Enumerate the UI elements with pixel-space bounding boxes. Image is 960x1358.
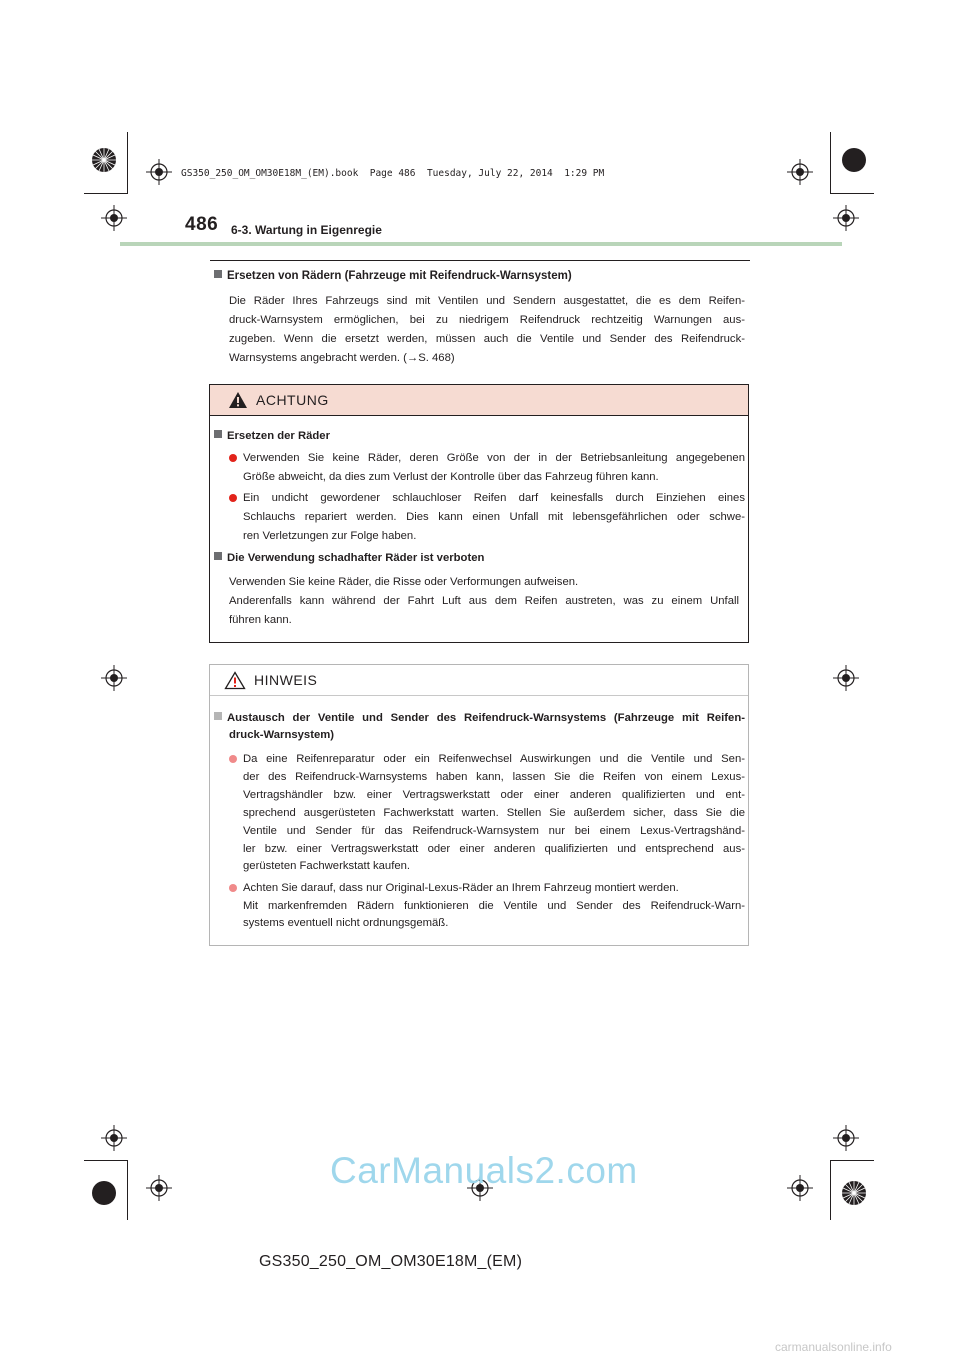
crosshair-icon (101, 205, 127, 231)
bullet-icon (229, 755, 237, 763)
warning-bullet-line: Ein undicht gewordener schlauchloser Reifen darf keinesfalls durch Einziehen eines (243, 492, 745, 504)
crosshair-icon (833, 665, 859, 691)
book-print-info: GS350_250_OM_OM30E18M_(EM).book Page 486 Tuesday, July 22, 2014 1:29 PM (181, 168, 605, 179)
notice-bullet-line: Vertragshändler bzw. einer Vertragswerkstatt oder einer anderen qualifizierten und ent- (243, 789, 745, 801)
content-top-rule (210, 260, 750, 261)
trim-line-bottom-left-h (84, 1160, 128, 1161)
notice-bullet-line: Mit markenfremden Rädern funktionieren die Ventile und Sender des Reifendruck-Warn- (243, 900, 745, 912)
trim-line-top-left-h (84, 193, 128, 194)
trim-line-top-right-v (830, 132, 831, 194)
trim-line-bottom-right-h (830, 1160, 874, 1161)
warning-box-header (210, 385, 748, 416)
trim-line-top-left-v (127, 132, 128, 194)
square-bullet-icon (214, 552, 222, 560)
square-bullet-icon (214, 712, 222, 720)
watermark-logo: CarManuals2.com (330, 1150, 638, 1191)
intro-line: Die Räder Ihres Fahrzeugs sind mit Ventilen und Sendern ausgestattet, die es dem Reifen- (229, 295, 745, 307)
notice-bullet-line: Achten Sie darauf, dass nur Original-Lexus-Räder an Ihrem Fahrzeug montiert werden. (243, 882, 679, 894)
warning-heading: Die Verwendung schadhafter Räder ist verboten (214, 549, 484, 568)
warning-triangle-solid-icon (228, 391, 248, 409)
notice-box-header (210, 665, 748, 696)
notice-heading: Austausch der Ventile und Sender des Reifendruck-Warnsystems (Fahrzeuge mit Reifen- (214, 709, 745, 728)
intro-line: Warnsystems angebracht werden. (→S. 468) (229, 352, 455, 364)
notice-bullet-line: ler bzw. einer Vertragswerkstatt oder einer anderen qualifizierten und entsprechend aus- (243, 843, 745, 855)
bullet-icon (229, 454, 237, 462)
warning-body-line: führen kann. (229, 614, 292, 626)
notice-bullet-line: der des Reifendruck-Warnsystems haben kann, lassen Sie die Reifen von einem Lexus- (243, 771, 745, 783)
notice-bullet-line: Da eine Reifenreparatur oder ein Reifenwechsel Auswirkungen und die Ventile und Sen- (243, 753, 745, 765)
notice-bullet-line: Ventile und Sender für das Reifendruck-Warnsystem nur bei einem Lexus-Vertragshänd- (243, 825, 745, 837)
trim-line-bottom-right-v (830, 1160, 831, 1220)
warning-bullet-line: Größe abweicht, da dies zum Verlust der Kontrolle über das Fahrzeug führen kann. (243, 471, 659, 483)
notice-bullet-line: gerüsteten Fachwerkstatt kaufen. (243, 860, 411, 872)
warning-bullet-line: ren Verletzungen zur Folge haben. (243, 530, 417, 542)
intro-line: druck-Warnsystem ermöglichen, bei zu niedrigem Reifendruck rechtzeitig Warnungen aus- (229, 314, 745, 326)
crosshair-icon (833, 1125, 859, 1151)
warning-triangle-outline-icon (224, 671, 246, 690)
crosshair-icon (101, 1125, 127, 1151)
trim-line-bottom-left-v (127, 1160, 128, 1220)
registration-dot-icon (841, 147, 867, 173)
warning-body-line: Anderenfalls kann während der Fahrt Luft aus dem Reifen austreten, was zu einem Unfall (229, 595, 739, 607)
warning-bullet-line: Verwenden Sie keine Räder, deren Größe von der in der Betriebsanleitung angegebenen (243, 452, 745, 464)
warning-box-title: ACHTUNG (256, 392, 329, 408)
bullet-icon (229, 884, 237, 892)
notice-box-title: HINWEIS (254, 672, 318, 688)
crosshair-icon (146, 159, 172, 185)
page-number: 486 (185, 214, 219, 235)
square-bullet-icon (214, 430, 222, 438)
notice-bullet-line: systems eventuell nicht ordnungsgemäß. (243, 917, 449, 929)
crosshair-icon (833, 205, 859, 231)
intro-line: zugeben. Wenn die ersetzt werden, müssen auch die Ventile und Sender des Reifendruck- (229, 333, 745, 345)
intro-heading: Ersetzen von Rädern (Fahrzeuge mit Reifendruck-Warnsystem) (214, 270, 572, 282)
section-title: 6-3. Wartung in Eigenregie (231, 223, 382, 237)
square-bullet-icon (214, 270, 222, 278)
warning-bullet-line: Schlauchs repariert werden. Dies kann einen Unfall mit lebensgefährlichen oder schwe- (243, 511, 745, 523)
notice-heading-line: druck-Warnsystem) (229, 729, 335, 741)
warning-body-line: Verwenden Sie keine Räder, die Risse oder Verformungen aufweisen. (229, 576, 579, 588)
registration-mark-icon (91, 147, 117, 173)
crosshair-icon (101, 665, 127, 691)
registration-dot-icon (91, 1180, 117, 1206)
crosshair-icon (787, 159, 813, 185)
notice-bullet-line: sprechend ausgerüsteten Fachwerkstatt warten. Stellen Sie außerdem sicher, dass Sie die (243, 807, 745, 819)
crosshair-icon (146, 1175, 172, 1201)
bullet-icon (229, 494, 237, 502)
header-rule (120, 242, 842, 246)
trim-line-top-right-h (830, 193, 874, 194)
warning-heading: Ersetzen der Räder (214, 427, 330, 446)
footer-code: GS350_250_OM_OM30E18M_(EM) (259, 1253, 523, 1270)
registration-mark-icon (841, 1180, 867, 1206)
watermark-corner: carmanualsonline.info (775, 1340, 892, 1354)
crosshair-icon (787, 1175, 813, 1201)
